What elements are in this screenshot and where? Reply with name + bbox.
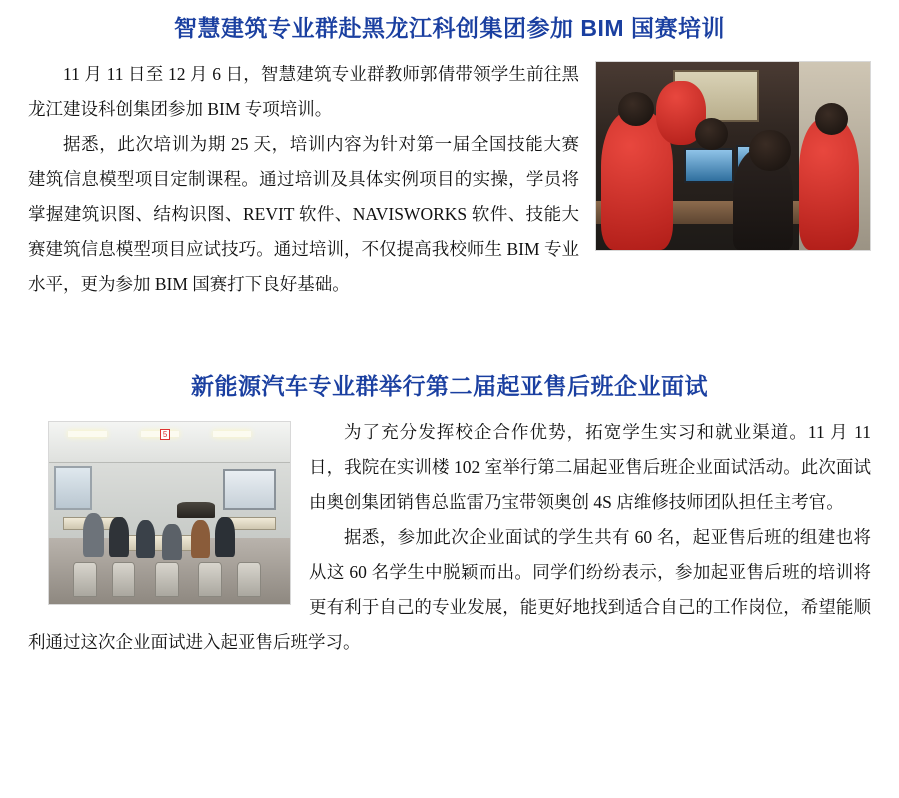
photo-chair-4 <box>198 562 222 597</box>
photo-chair-5 <box>237 562 261 597</box>
article-bim-training <box>0 0 899 302</box>
paragraph: 11 月 11 日至 12 月 6 日，智慧建筑专业群教师郭倩带领学生前往黑龙江建设科创集团参加 BIM 专项培训。 <box>28 64 579 119</box>
photo-chair-2 <box>112 562 136 597</box>
photo-ceiling <box>49 422 290 463</box>
paragraph: 据悉，此次培训为期 25 天，培训内容为针对第一届全国技能大赛建筑信息模型项目定制课程。通过培训及具体实例项目的实操，学员将掌握建筑识图、结构识图、REVIT 软件、NAVISWORKS 软件、技能大赛建筑信息模型项目应试技巧。通过培训，不仅提高我校师生 BIM 专业水平，更为参加 BIM 国赛打下良好基础。 <box>28 134 579 294</box>
paragraph: 据悉，参加此次企业面试的学生共有 60 名，起亚售后班的组建也将从这 60 名学生中脱颖而出。同学们纷纷表示，参加起亚售后班的培训将更有利于自己的专业发展，能更好地找到适合自己的工作岗位，希望能顺利通过这次企业面试进入起亚售后班学习。 <box>28 527 871 652</box>
photo-chair-3 <box>155 562 179 597</box>
bim-training-photo <box>595 61 871 251</box>
article-separator <box>0 302 899 358</box>
photo-person-5 <box>191 520 210 558</box>
photo-chair-1 <box>73 562 97 597</box>
kia-interview-photo <box>48 421 291 605</box>
paragraph: 为了充分发挥校企合作优势，拓宽学生实习和就业渠道。11 月 11 日，我院在实训楼 102 室举行第二届起亚售后班企业面试活动。此次面试由奥创集团销售总监雷乃宝带领奥创 4S 店维修技师团队担任主考官。 <box>309 422 871 512</box>
photo-head-3 <box>749 130 790 171</box>
photo-training-car <box>177 502 216 518</box>
photo-head-2 <box>695 118 728 150</box>
photo-laptop-left <box>684 148 735 182</box>
photo-person-red-right <box>799 118 859 250</box>
photo-person-3 <box>136 520 155 558</box>
article-title-bim: 智慧建筑专业群赴黑龙江科创集团参加 BIM 国赛培训 <box>174 15 725 41</box>
photo-whiteboard <box>223 469 275 509</box>
photo-person-6 <box>215 517 234 557</box>
photo-room-number-label: 5 <box>160 429 170 440</box>
photo-lamp-1 <box>68 431 107 436</box>
article-kia-interview <box>0 358 899 660</box>
photo-head-1 <box>618 92 654 126</box>
photo-person-1 <box>83 513 105 557</box>
photo-lamp-3 <box>213 431 252 436</box>
photo-window <box>54 466 92 510</box>
photo-person-4 <box>162 524 181 560</box>
article-title-kia: 新能源汽车专业群举行第二届起亚售后班企业面试 <box>191 373 708 399</box>
photo-person-2 <box>109 517 128 557</box>
